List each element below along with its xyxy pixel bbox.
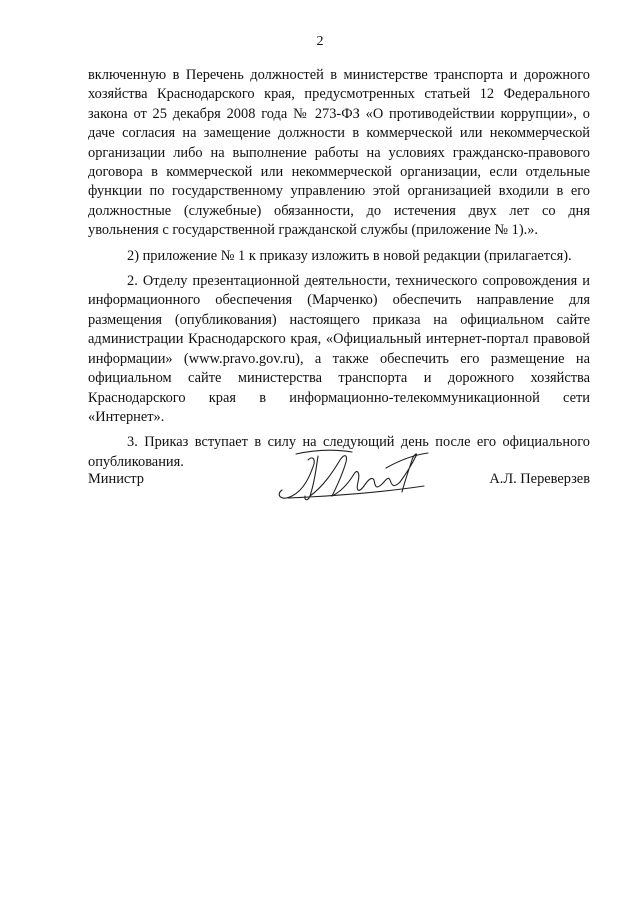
page-number: 2 (316, 34, 324, 49)
signer-name: А.Л. Переверзев (489, 471, 590, 487)
document-body (88, 66, 590, 472)
paragraph-point-3: 3. Приказ вступает в силу на следующий день после его официального опубликования. (88, 434, 590, 470)
handwritten-signature (274, 446, 432, 504)
signature-block (88, 467, 590, 507)
signer-title: Министр (88, 471, 144, 487)
paragraph-item-2: 2) приложение № 1 к приказу изложить в новой редакции (прилагается). (127, 247, 572, 264)
paragraph-continuation: включенную в Перечень должностей в министерстве транспорта и дорожного хозяйства Краснодарского края, предусмотренных статьей 12 Федерального закона от 25 декабря 2008 года № 273-ФЗ «О противодействии коррупции», о даче согласия на замещение должности в коммерческой или некоммерческой организации либо на выполнение работы на условиях гражданско-правового договора в коммерческой или некоммерческой организации, если отдельные функции по государственному управлению этой организацией входили в его должностные (служебные) обязанности, до истечения двух лет со дня увольнения с государственной гражданской службы (приложение № 1).». (88, 67, 590, 239)
paragraph-point-2: 2. Отделу презентационной деятельности, технического сопровождения и информационного обеспечения (Марченко) обеспечить направление для размещения (опубликования) настоящего приказа на официальном сайте администрации Краснодарского края, «Официальный интернет-портал правовой информации» (www.pravo.gov.ru), а также обеспечить его размещение на официальном сайте министерства транспорта и дорожного хозяйства Краснодарского края в информационно-телекоммуникационной сети «Интернет». (88, 273, 590, 425)
